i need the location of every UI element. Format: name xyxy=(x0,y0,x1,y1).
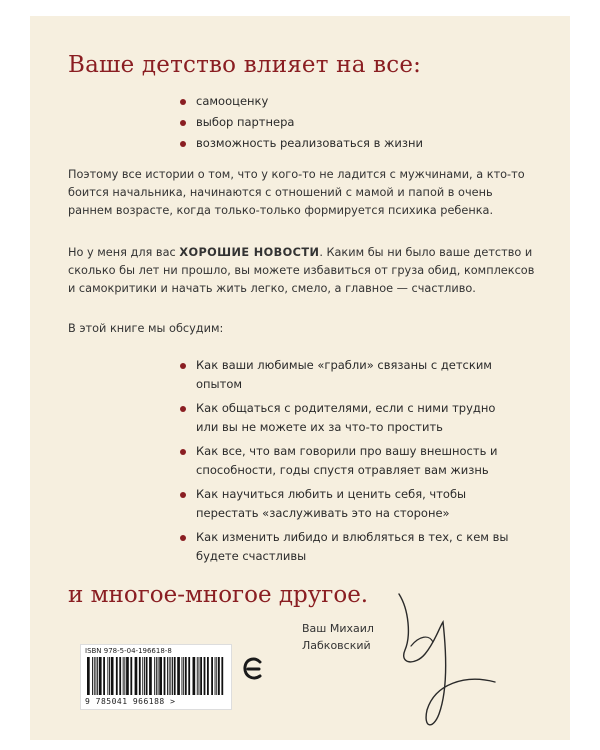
barcode-bar xyxy=(92,657,93,695)
barcode-bar xyxy=(218,657,220,695)
book-topics-list xyxy=(180,356,520,571)
barcode-bar xyxy=(159,657,162,695)
barcode-bar xyxy=(135,657,138,695)
barcode-bar xyxy=(221,657,223,695)
barcode-bar xyxy=(158,657,159,695)
barcode-bar xyxy=(119,657,121,695)
barcode-bar xyxy=(207,657,209,695)
barcode-bar xyxy=(116,657,118,695)
barcode-bar xyxy=(123,657,124,695)
barcode-bar xyxy=(167,657,168,695)
barcode-bar xyxy=(204,657,206,695)
barcode-bar xyxy=(139,657,141,695)
book-topic-item: Как все, что вам говорили про вашу внешность и способности, годы спустя отравляет вам жизнь xyxy=(180,442,520,480)
barcode-bar xyxy=(103,657,105,695)
good-news-after: . Каким бы ни было ваше детство и сколько бы лет ни прошло, вы можете избавиться от груза обид, комплексов и самокритики и начать жить легко, смело, а главное — счастливо. xyxy=(68,246,535,295)
barcode-bar xyxy=(169,657,170,695)
heading: Ваше детство влияет на все: xyxy=(68,52,422,78)
barcode-bar xyxy=(185,657,187,695)
barcode-bar xyxy=(126,657,129,695)
barcode-bar xyxy=(96,657,97,695)
top-list xyxy=(180,92,423,155)
barcode-bar xyxy=(174,657,176,695)
barcode-bar xyxy=(130,657,132,695)
top-list-item: самооценку xyxy=(180,92,423,111)
barcode-bar xyxy=(172,657,173,695)
barcode-bar xyxy=(149,657,152,695)
barcode-bar xyxy=(111,657,114,695)
barcode-bar xyxy=(107,657,108,695)
book-back-cover xyxy=(30,16,570,740)
barcode-bar xyxy=(215,657,216,695)
signature-line-1: Ваш Михаил xyxy=(302,622,374,635)
barcode-bar xyxy=(197,657,198,695)
barcode-bar xyxy=(109,657,110,695)
top-list-item: возможность реализоваться в жизни xyxy=(180,134,423,153)
barcode-bar xyxy=(200,657,202,695)
barcode-bar xyxy=(182,657,183,695)
barcode-bar xyxy=(156,657,157,695)
barcode-bar xyxy=(164,657,166,695)
barcode-box xyxy=(80,644,232,710)
top-list-item: выбор партнера xyxy=(180,113,423,132)
signature-line-2: Лабковский xyxy=(302,639,371,652)
barcode-bar xyxy=(193,657,196,695)
barcode-bar xyxy=(211,657,213,695)
paragraph-discuss: В этой книге мы обсудим: xyxy=(68,322,224,335)
barcode-bar xyxy=(154,657,155,695)
autograph-signature-icon xyxy=(385,588,505,738)
barcode-bar xyxy=(177,657,180,695)
isbn-text: ISBN 978-5-04-196618-8 xyxy=(85,647,172,655)
good-news-before: Но у меня для вас xyxy=(68,246,180,259)
book-topic-item: Как научиться любить и ценить себя, чтобы перестать «заслуживать это на стороне» xyxy=(180,485,520,523)
barcode-bar xyxy=(146,657,148,695)
paragraph-good-news xyxy=(68,244,538,298)
publisher-logo-icon xyxy=(242,656,264,682)
barcode-bar xyxy=(142,657,143,695)
paragraph-intro: Поэтому все истории о том, что у кого-то не ладится с мужчинами, а кто-то боится начальника, начинаются с отношений с мамой и папой в очень раннем возрасте, когда только-только формируется психика ребенка. xyxy=(68,168,525,217)
barcode-bar xyxy=(188,657,190,695)
book-topic-item: Как общаться с родителями, если с ними трудно или вы не можете их за что-то простить xyxy=(180,399,520,437)
book-topic-item: Как ваши любимые «грабли» связаны с детским опытом xyxy=(180,356,520,394)
barcode-bar xyxy=(87,657,90,695)
closing-line: и многое-многое другое. xyxy=(68,582,369,608)
barcode-bar xyxy=(144,657,145,695)
good-news-highlight: ХОРОШИЕ НОВОСТИ xyxy=(179,246,320,259)
barcode-bar xyxy=(216,657,217,695)
barcode-bar xyxy=(170,657,171,695)
barcode-bar xyxy=(199,657,200,695)
book-topic-item: Как изменить либидо и влюбляться в тех, с кем вы будете счастливы xyxy=(180,528,520,566)
author-signature-text xyxy=(302,620,374,654)
barcode-bar xyxy=(97,657,98,695)
barcode-bar xyxy=(183,657,184,695)
barcode-bar xyxy=(94,657,95,695)
barcode-bar xyxy=(99,657,102,695)
barcode-bar xyxy=(124,657,125,695)
barcode-number: 9 785041 966188 > xyxy=(85,697,176,706)
barcode-icon xyxy=(87,657,225,697)
